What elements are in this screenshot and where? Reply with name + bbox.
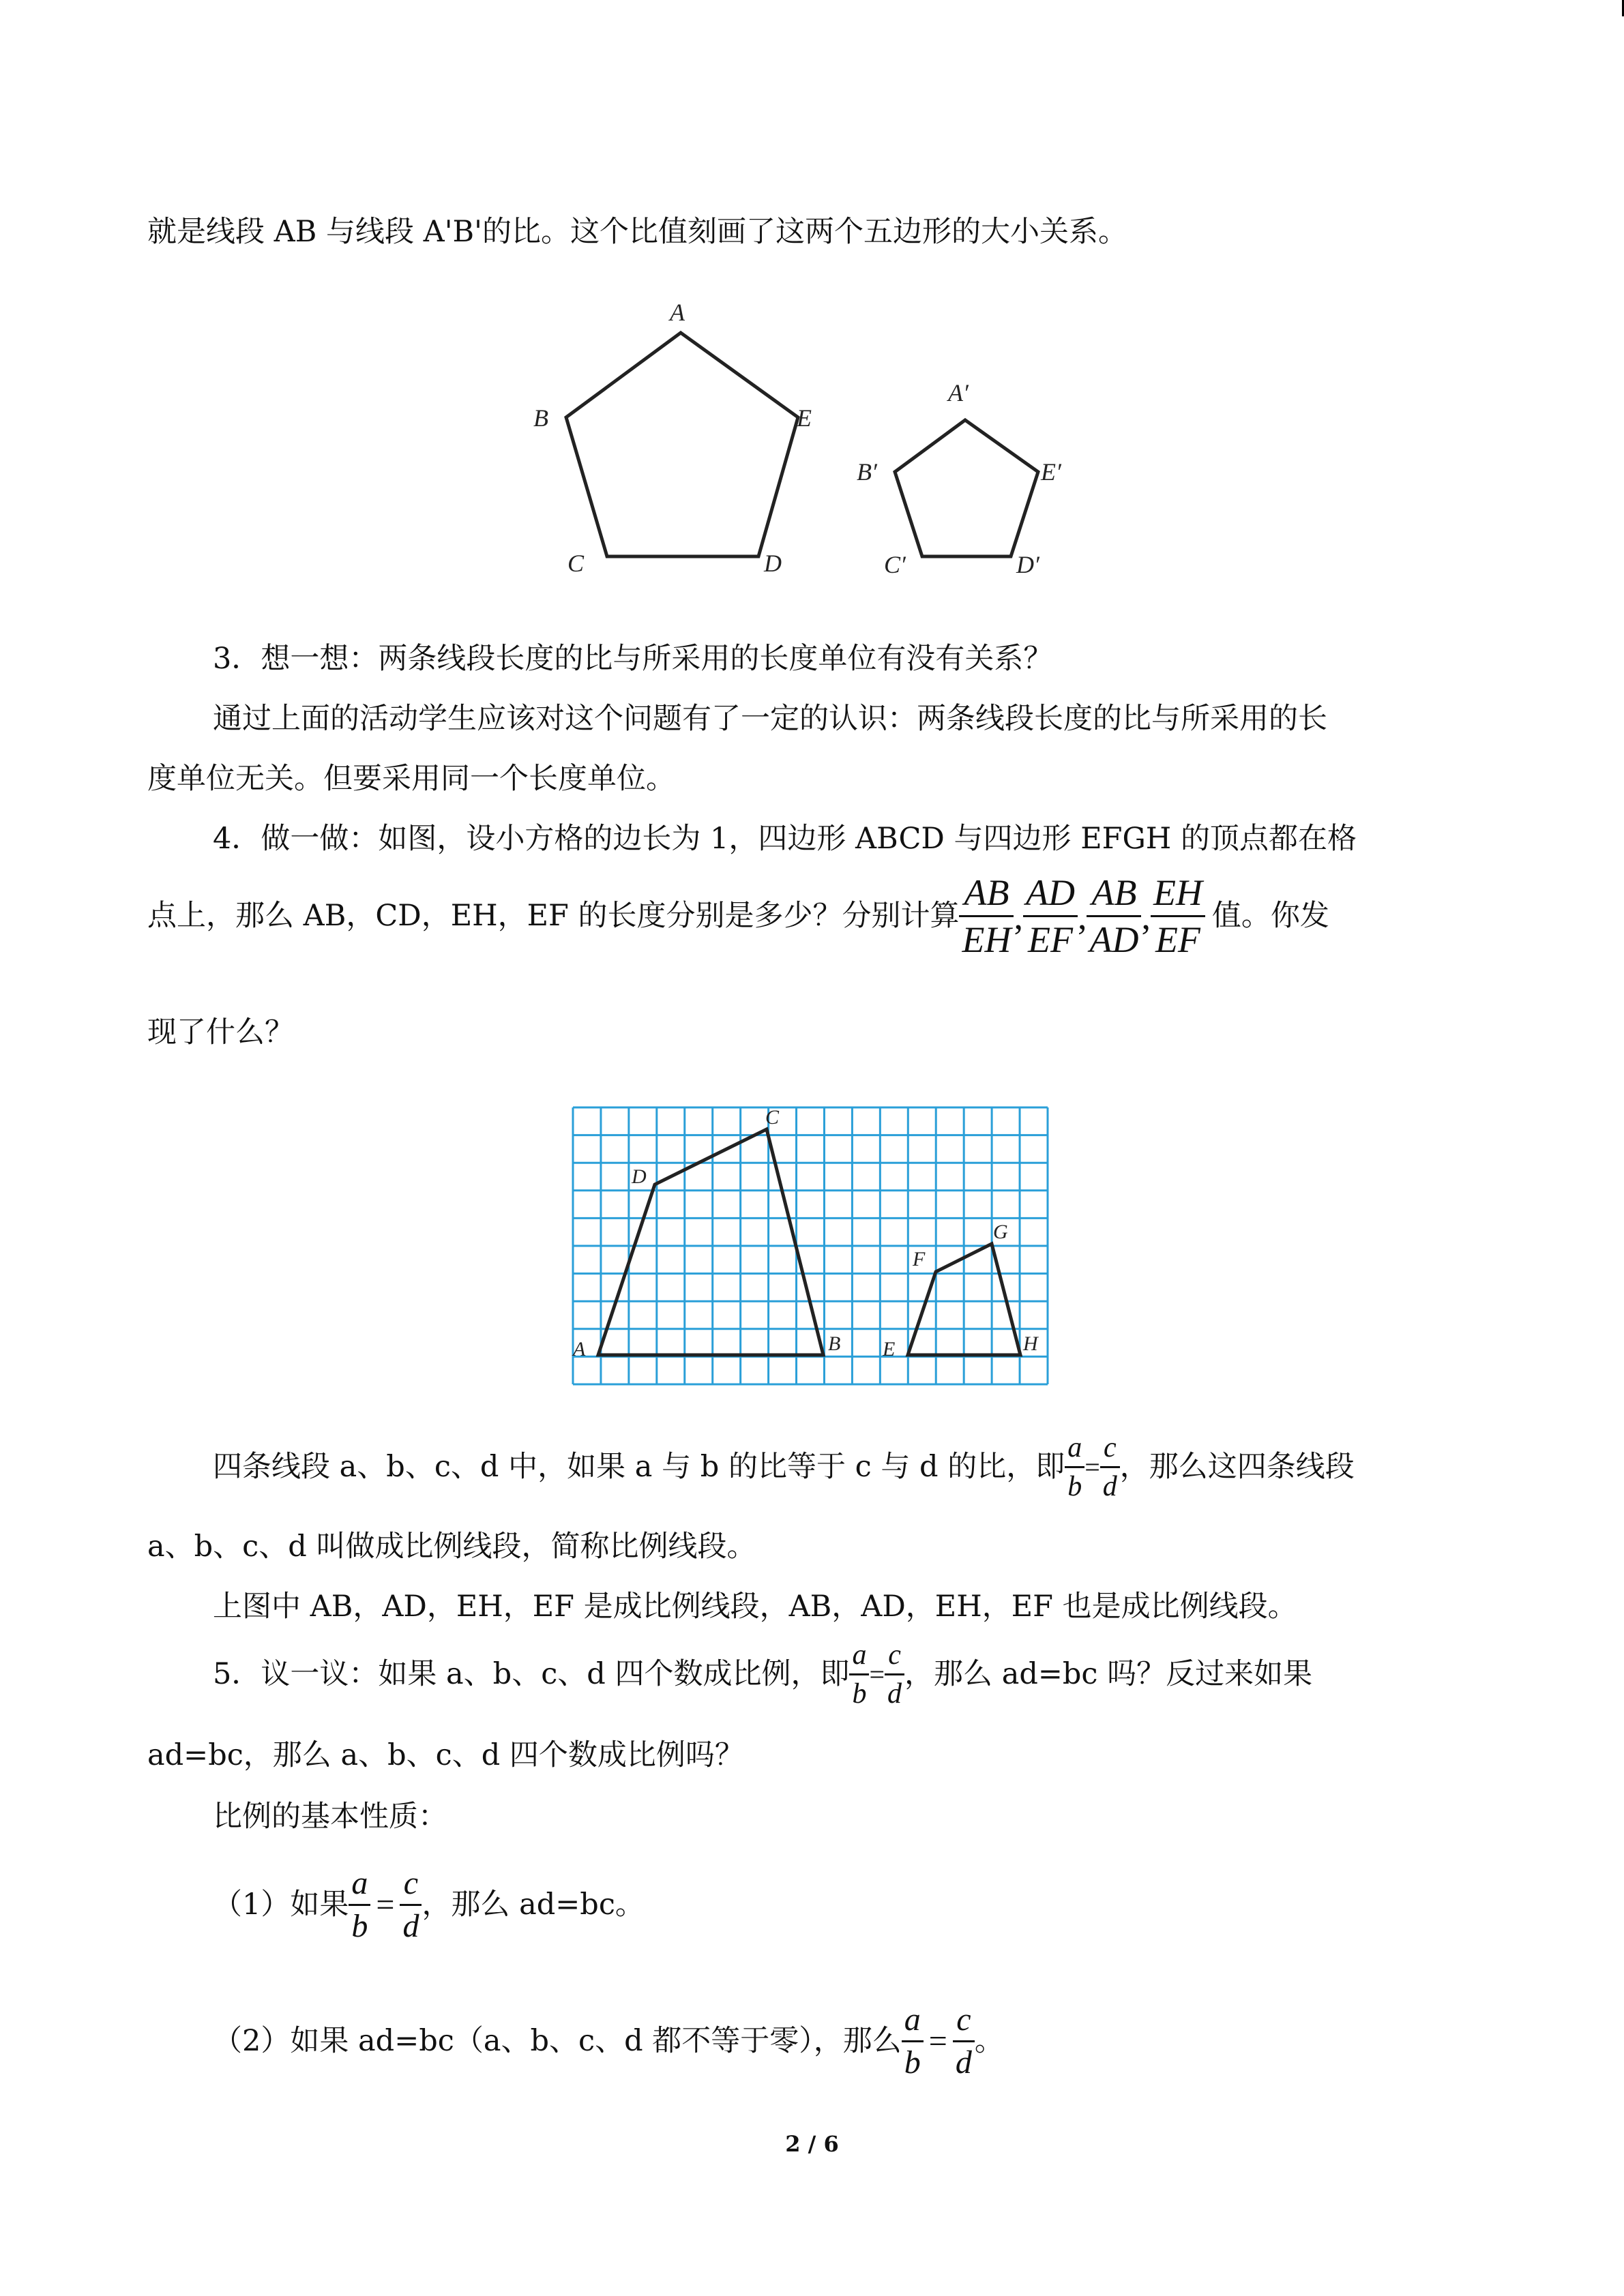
label-big-e: E bbox=[797, 404, 812, 432]
page-number: 2 / 6 bbox=[785, 2131, 839, 2157]
fraction-den: b bbox=[904, 2044, 921, 2081]
property-1-prefix: （1）如果 bbox=[213, 1888, 349, 1922]
label-small-c: C′ bbox=[884, 551, 906, 578]
property-2-suffix: 。 bbox=[974, 2024, 1004, 2058]
fraction-num: AB bbox=[1087, 874, 1141, 917]
fraction-num: c bbox=[400, 1867, 422, 1906]
fraction-ad-ef bbox=[1023, 874, 1078, 958]
fraction-a-b bbox=[349, 1867, 370, 1943]
definition-prefix: 四条线段 a、b、c、d 中，如果 a 与 b 的比等于 c 与 d 的比，即 bbox=[213, 1450, 1065, 1484]
text-q3-answer-1: 通过上面的活动学生应该对这个问题有了一定的认识：两条线段长度的比与所采用的长 bbox=[213, 702, 1327, 736]
fraction-ab-ad bbox=[1087, 874, 1141, 958]
fraction-den: d bbox=[887, 1678, 902, 1710]
fraction-den: EF bbox=[1155, 919, 1200, 960]
text-property-1 bbox=[213, 1867, 645, 1943]
equals-sign: = bbox=[376, 1886, 395, 1923]
text-example: 上图中 AB，AD，EH，EF 是成比例线段，AB，AD，EH，EF 也是成比例线段。 bbox=[213, 1590, 1297, 1624]
grid-label-f: F bbox=[913, 1248, 926, 1270]
fraction-eh-ef bbox=[1151, 874, 1205, 958]
fraction-c-d bbox=[953, 2003, 975, 2079]
comma: , bbox=[1141, 895, 1151, 937]
fraction-den: d bbox=[402, 1908, 419, 1944]
fraction-num: a bbox=[902, 2003, 924, 2042]
label-big-b: B bbox=[533, 404, 548, 432]
text-q4-line-2 bbox=[147, 874, 1329, 958]
fraction-den: d bbox=[1102, 1471, 1117, 1502]
definition-suffix: ，那么这四条线段 bbox=[1119, 1450, 1355, 1484]
grid-label-a: A bbox=[573, 1338, 586, 1360]
fraction-num: a bbox=[349, 1867, 370, 1906]
label-small-d: D′ bbox=[1016, 551, 1039, 578]
fraction-a-b bbox=[849, 1641, 869, 1708]
fraction-den: EF bbox=[1027, 919, 1073, 960]
grid-figure bbox=[570, 1105, 1050, 1387]
text-property-title: 比例的基本性质： bbox=[213, 1800, 447, 1834]
pentagon-a1b1c1d1e1 bbox=[895, 420, 1038, 556]
comma: , bbox=[1077, 895, 1087, 937]
q5-suffix: ，那么 ad=bc 吗？反过来如果 bbox=[904, 1657, 1313, 1691]
label-big-a: A bbox=[670, 299, 685, 326]
fraction-c-d bbox=[885, 1641, 904, 1708]
property-2-prefix: （2）如果 ad=bc（a、b、c、d 都不等于零），那么 bbox=[213, 2024, 902, 2058]
property-1-suffix: ，那么 ad=bc。 bbox=[422, 1888, 645, 1922]
fraction-den: d bbox=[955, 2044, 972, 2081]
comma: , bbox=[1014, 895, 1023, 937]
fraction-num: a bbox=[1065, 1433, 1084, 1468]
fraction-den: b bbox=[351, 1908, 368, 1944]
fraction-c-d bbox=[1100, 1433, 1120, 1501]
fraction-num: c bbox=[1100, 1433, 1120, 1468]
equals-sign: = bbox=[1084, 1451, 1100, 1482]
text-line-top: 就是线段 AB 与线段 A'B'的比。这个比值刻画了这两个五边形的大小关系。 bbox=[147, 215, 1127, 249]
pentagon-abcde bbox=[566, 333, 798, 556]
equals-sign: = bbox=[928, 2023, 947, 2059]
fraction-a-b bbox=[902, 2003, 924, 2079]
text-q3: 3．想一想：两条线段长度的比与所采用的长度单位有没有关系？ bbox=[213, 642, 1053, 676]
fraction-den: b bbox=[852, 1678, 867, 1710]
fraction-num: c bbox=[953, 2003, 975, 2042]
text-q5-line-2: ad=bc，那么 a、b、c、d 四个数成比例吗？ bbox=[147, 1738, 744, 1772]
fraction-num: a bbox=[849, 1641, 869, 1675]
label-small-b: B′ bbox=[857, 458, 877, 486]
text-definition-line-1 bbox=[213, 1433, 1355, 1501]
grid-label-d: D bbox=[632, 1165, 647, 1188]
q4-line-2-suffix: 值。你发 bbox=[1211, 899, 1329, 933]
label-big-d: D bbox=[764, 550, 782, 577]
grid-label-e: E bbox=[883, 1338, 896, 1360]
text-q4-line-1: 4．做一做：如图，设小方格的边长为 1，四边形 ABCD 与四边形 EFGH 的顶点都在格 bbox=[213, 822, 1357, 856]
q5-prefix: 5．议一议：如果 a、b、c、d 四个数成比例，即 bbox=[213, 1657, 850, 1691]
fraction-den: AD bbox=[1089, 919, 1139, 960]
fraction-c-d bbox=[400, 1867, 422, 1943]
q4-line-2-prefix: 点上，那么 AB，CD，EH，EF 的长度分别是多少？分别计算 bbox=[147, 899, 960, 933]
label-big-c: C bbox=[567, 550, 585, 577]
grid-label-c: C bbox=[765, 1106, 780, 1129]
fraction-den: EH bbox=[962, 919, 1012, 960]
text-q3-answer-2: 度单位无关。但要采用同一个长度单位。 bbox=[147, 762, 675, 796]
pentagons-figure bbox=[518, 286, 1119, 586]
fraction-a-b bbox=[1065, 1433, 1084, 1501]
text-q5-line-1 bbox=[213, 1641, 1312, 1708]
grid-label-b: B bbox=[828, 1332, 841, 1355]
text-property-2 bbox=[213, 2003, 1004, 2079]
grid-label-g: G bbox=[993, 1221, 1008, 1243]
equals-sign: = bbox=[869, 1658, 885, 1690]
grid-label-h: H bbox=[1023, 1332, 1038, 1355]
fraction-num: AB bbox=[959, 874, 1014, 917]
fraction-ab-eh bbox=[959, 874, 1014, 958]
fraction-den: b bbox=[1067, 1471, 1082, 1502]
text-q4-line-3: 现了什么？ bbox=[147, 1015, 294, 1049]
fraction-num: EH bbox=[1151, 874, 1205, 917]
text-definition-line-2: a、b、c、d 叫做成比例线段，简称比例线段。 bbox=[147, 1530, 756, 1564]
label-small-a: A′ bbox=[948, 379, 969, 406]
label-small-e: E′ bbox=[1041, 458, 1061, 486]
fraction-num: c bbox=[885, 1641, 904, 1675]
fraction-num: AD bbox=[1023, 874, 1078, 917]
